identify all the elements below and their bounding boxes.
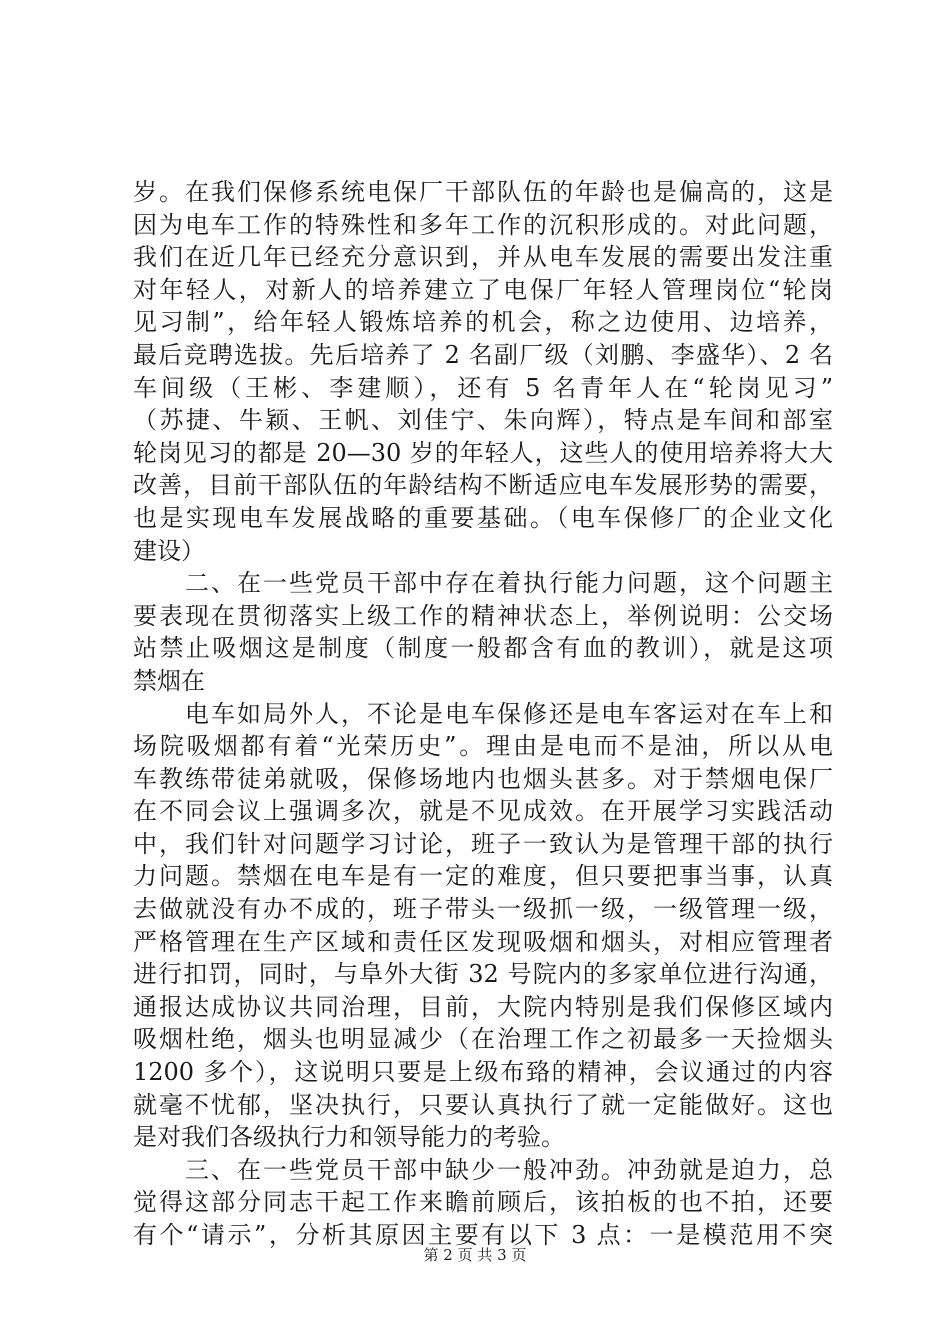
- text-line: 电车如局外人，不论是电车保修还是电车客运对在车上和: [133, 699, 833, 728]
- text-line: 吸烟杜绝，烟头也明显减少（在治理工作之初最多一天捡烟头: [133, 1025, 833, 1054]
- text-line: 通报达成协议共同治理，目前，大院内特别是我们保修区域内: [133, 992, 833, 1021]
- text-line: 场院吸烟都有着“光荣历史”。理由是电而不是油，所以从电: [133, 732, 833, 761]
- text-line: 车教练带徒弟就吸，保修场地内也烟头甚多。对于禁烟电保厂: [133, 764, 833, 793]
- text-line: 也是实现电车发展战略的重要基础。（电车保修厂的企业文化: [133, 503, 833, 532]
- text-line: 因为电车工作的特殊性和多年工作的沉积形成的。对此问题，: [133, 210, 833, 239]
- text-line: 站禁止吸烟这是制度（制度一般都含有血的教训），就是这项: [133, 634, 833, 663]
- text-line: 二、在一些党员干部中存在着执行能力问题，这个问题主: [133, 569, 833, 598]
- text-line: 建设）: [133, 536, 205, 565]
- text-line: 我们在近几年已经充分意识到，并从电车发展的需要出发注重: [133, 243, 833, 272]
- text-line: 要表现在贯彻落实上级工作的精神状态上，举例说明：公交场: [133, 601, 833, 630]
- text-line: 中，我们针对问题学习讨论，班子一致认为是管理干部的执行: [133, 829, 833, 858]
- text-line: 去做就没有办不成的，班子带头一级抓一级，一级管理一级，: [133, 895, 833, 924]
- text-line: 三、在一些党员干部中缺少一般冲劲。冲劲就是迫力，总: [133, 1155, 833, 1184]
- page-number-footer: 第 2 页 共 3 页: [423, 1246, 527, 1264]
- text-line: 对年轻人，对新人的培养建立了电保厂年轻人管理岗位“轮岗: [133, 275, 833, 304]
- text-line: 严格管理在生产区域和责任区发现吸烟和烟头，对相应管理者: [133, 927, 833, 956]
- text-line: 轮岗见习的都是 20—30 岁的年轻人，这些人的使用培养将大大: [133, 438, 833, 467]
- text-line: 就毫不忧郁，坚决执行，只要认真执行了就一定能做好。这也: [133, 1090, 833, 1119]
- body-text: [133, 176, 833, 1252]
- text-line: 岁。在我们保修系统电保厂干部队伍的年龄也是偏高的，这是: [133, 178, 833, 206]
- text-line: 车间级（王彬、李建顺），还有 5 名青年人在“轮岗见习”: [133, 373, 833, 402]
- text-line: （苏捷、牛颖、王帆、刘佳宁、朱向辉），特点是车间和部室: [133, 406, 833, 435]
- text-line: 1200 多个），这说明只要是上级布臵的精神，会议通过的内容: [133, 1058, 833, 1087]
- text-line: 禁烟在: [133, 666, 205, 695]
- text-line: 最后竞聘选拔。先后培养了 2 名副厂级（刘鹏、李盛华）、2 名: [133, 340, 833, 369]
- text-line: 力问题。禁烟在电车是有一定的难度，但只要把事当事，认真: [133, 862, 833, 891]
- text-line: 见习制”，给年轻人锻炼培养的机会，称之边使用、边培养，: [133, 308, 833, 337]
- text-line: 在不同会议上强调多次，就是不见成效。在开展学习实践活动: [133, 797, 833, 826]
- text-line: 改善，目前干部队伍的年龄结构不断适应电车发展形势的需要，: [133, 471, 833, 500]
- text-line: 进行扣罚，同时，与阜外大街 32 号院内的多家单位进行沟通，: [133, 960, 833, 989]
- text-line: 是对我们各级执行力和领导能力的考验。: [133, 1123, 565, 1152]
- text-line: 觉得这部分同志干起工作来瞻前顾后，该拍板的也不拍，还要: [133, 1188, 833, 1217]
- text-line: 有个“请示”，分析其原因主要有以下 3 点：一是模范用不突: [133, 1221, 833, 1249]
